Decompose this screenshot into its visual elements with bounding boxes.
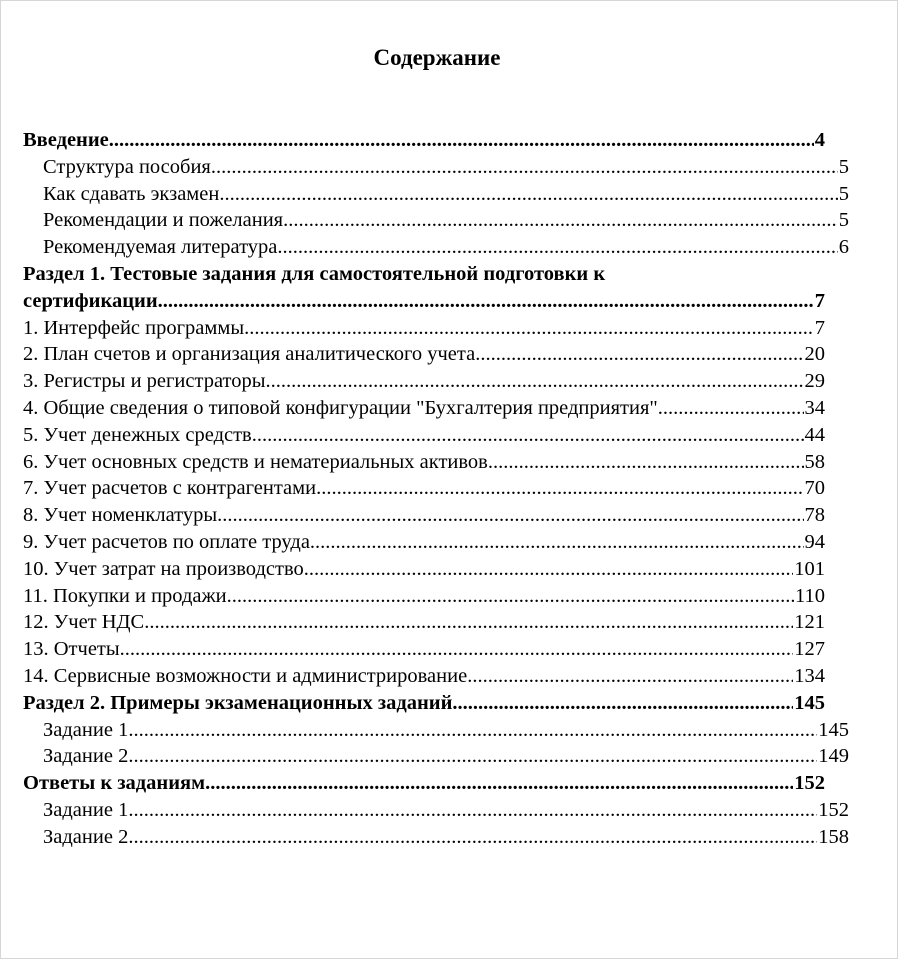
- toc-entry-chapter-1[interactable]: [23, 315, 825, 342]
- toc-entry-label: 14. Сервисные возможности и администрирование: [23, 664, 468, 687]
- toc-dot-leader: [158, 288, 814, 315]
- toc-dot-leader: [219, 181, 837, 208]
- toc-dot-leader: [109, 127, 814, 154]
- toc-entry-label: 7. Учет расчетов с контрагентами: [23, 477, 317, 500]
- toc-dot-leader: [205, 770, 793, 797]
- toc-entry-page: 78: [804, 504, 825, 527]
- toc-entry-page: 4: [814, 129, 825, 151]
- toc-entry-page: 58: [804, 450, 825, 473]
- toc-dot-leader: [128, 824, 817, 851]
- toc-dot-leader: [452, 690, 793, 717]
- toc-entry-answer-task-2[interactable]: [23, 824, 849, 851]
- toc-entry-answers[interactable]: [23, 770, 825, 797]
- toc-entry-task-1[interactable]: [23, 717, 849, 744]
- toc-entry-answer-task-1[interactable]: [23, 797, 849, 824]
- toc-entry-label: 3. Регистры и регистраторы: [23, 370, 266, 393]
- toc-dot-leader: [316, 475, 803, 502]
- toc-entry-literature[interactable]: [23, 234, 849, 261]
- toc-entry-chapter-5[interactable]: [23, 422, 825, 449]
- toc-entry-label: 1. Интерфейс программы: [23, 316, 245, 339]
- toc-dot-leader: [283, 207, 838, 234]
- toc-entry-page: 5: [838, 209, 849, 232]
- toc-entry-chapter-12[interactable]: [23, 609, 825, 636]
- toc-dot-leader: [304, 556, 794, 583]
- toc-dot-leader: [310, 529, 804, 556]
- page-title: Содержание: [373, 45, 501, 70]
- toc-dot-leader: [658, 395, 804, 422]
- toc-entry-label: 4. Общие сведения о типовой конфигурации "Бухгалтерия предприятия": [23, 396, 658, 419]
- toc-entry-chapter-9[interactable]: [23, 529, 825, 556]
- toc-dot-leader: [467, 663, 793, 690]
- toc-entry-label: 13. Отчеты: [23, 638, 120, 661]
- toc-entry-page: 121: [794, 611, 825, 634]
- toc-entry-chapter-7[interactable]: [23, 475, 825, 502]
- toc-entry-label: Задание 1: [43, 718, 129, 741]
- toc-entry-page: 94: [804, 530, 825, 553]
- toc-entry-label: Задание 2: [43, 825, 129, 848]
- toc-entry-label: Рекомендуемая литература: [43, 236, 278, 259]
- toc-dot-leader: [277, 234, 837, 261]
- toc-entry-page: 149: [818, 745, 849, 768]
- toc-dot-leader: [128, 797, 817, 824]
- toc-entry-page: 145: [794, 691, 825, 714]
- toc-entry-exam[interactable]: [23, 181, 849, 208]
- toc-dot-leader: [144, 609, 793, 636]
- toc-entry-label: Ответы к заданиям: [23, 772, 206, 795]
- toc-dot-leader: [128, 717, 817, 744]
- toc-entry-section1[interactable]: [23, 288, 825, 315]
- toc-dot-leader: [265, 368, 803, 395]
- toc-entry-label: 12. Учет НДС: [23, 611, 145, 634]
- toc-entry-label: 10. Учет затрат на производство: [23, 557, 304, 580]
- toc-entry-page: 158: [818, 825, 849, 848]
- toc-entry-section2[interactable]: [23, 690, 825, 717]
- toc-dot-leader: [227, 583, 794, 610]
- toc-entry-label: Структура пособия: [43, 155, 211, 178]
- toc-entry-chapter-4[interactable]: [23, 395, 825, 422]
- toc-entry-recommendations[interactable]: [23, 207, 849, 234]
- toc-entry-label: 5. Учет денежных средств: [23, 423, 252, 446]
- toc-entry-label: Задание 1: [43, 798, 129, 821]
- toc-entry-chapter-2[interactable]: [23, 341, 825, 368]
- toc-entry-label: сертификации: [23, 289, 158, 312]
- toc-entry-chapter-13[interactable]: [23, 636, 825, 663]
- toc-entry-page: 70: [804, 477, 825, 500]
- toc-entry-chapter-14[interactable]: [23, 663, 825, 690]
- toc-entry-page: 101: [794, 557, 825, 580]
- toc-entry-page: 20: [804, 343, 825, 366]
- toc-entry-page: 34: [804, 396, 825, 419]
- toc-dot-leader: [211, 154, 838, 181]
- toc-dot-leader: [252, 422, 804, 449]
- toc-entry-label: 9. Учет расчетов по оплате труда: [23, 530, 310, 553]
- toc-entry-page: 6: [838, 236, 849, 259]
- toc-entry-label: 6. Учет основных средств и нематериальных активов: [23, 450, 488, 473]
- toc-entry-chapter-10[interactable]: [23, 556, 825, 583]
- toc-entry-label: Раздел 1. Тестовые задания для самостоятельной подготовки к: [23, 262, 606, 285]
- toc-dot-leader: [488, 449, 804, 476]
- toc-entry-chapter-8[interactable]: [23, 502, 825, 529]
- toc-entry-chapter-11[interactable]: [23, 583, 825, 610]
- toc-entry-page: 152: [818, 798, 849, 821]
- toc-entry-page: 110: [795, 584, 825, 607]
- toc-entry-page: 152: [794, 772, 825, 795]
- toc-entry-structure[interactable]: [23, 154, 849, 181]
- toc-dot-leader: [128, 743, 817, 770]
- toc-entry-label: Введение: [23, 129, 109, 151]
- toc-entry-section1-line1[interactable]: [23, 261, 849, 288]
- toc-entry-label: Раздел 2. Примеры экзаменационных заданий: [23, 691, 453, 714]
- toc-entry-page: 44: [804, 423, 825, 446]
- toc-entry-page: 7: [814, 289, 825, 312]
- toc-entry-chapter-6[interactable]: [23, 449, 825, 476]
- table-of-contents: [23, 127, 849, 851]
- toc-entry-page: 5: [838, 155, 849, 178]
- toc-dot-leader: [475, 341, 803, 368]
- toc-entry-page: 145: [818, 718, 849, 741]
- toc-entry-label: 2. План счетов и организация аналитического учета: [23, 343, 476, 366]
- toc-dot-leader: [120, 636, 794, 663]
- toc-entry-page: 5: [838, 182, 849, 205]
- toc-entry-label: Задание 2: [43, 745, 129, 768]
- toc-entry-page: 29: [804, 370, 825, 393]
- toc-entry-page: 127: [794, 638, 825, 661]
- toc-entry-label: 11. Покупки и продажи: [23, 584, 227, 607]
- toc-entry-label: 8. Учет номенклатуры: [23, 504, 218, 527]
- toc-entry-label: Как сдавать экзамен: [43, 182, 220, 205]
- toc-entry-label: Рекомендации и пожелания: [43, 209, 284, 232]
- toc-entry-task-2[interactable]: [23, 743, 849, 770]
- toc-entry-page: 134: [794, 664, 825, 687]
- toc-entry-chapter-3[interactable]: [23, 368, 825, 395]
- toc-entry-introduction[interactable]: [23, 127, 825, 154]
- toc-dot-leader: [217, 502, 803, 529]
- toc-dot-leader: [244, 315, 814, 342]
- toc-entry-page: 7: [814, 316, 825, 339]
